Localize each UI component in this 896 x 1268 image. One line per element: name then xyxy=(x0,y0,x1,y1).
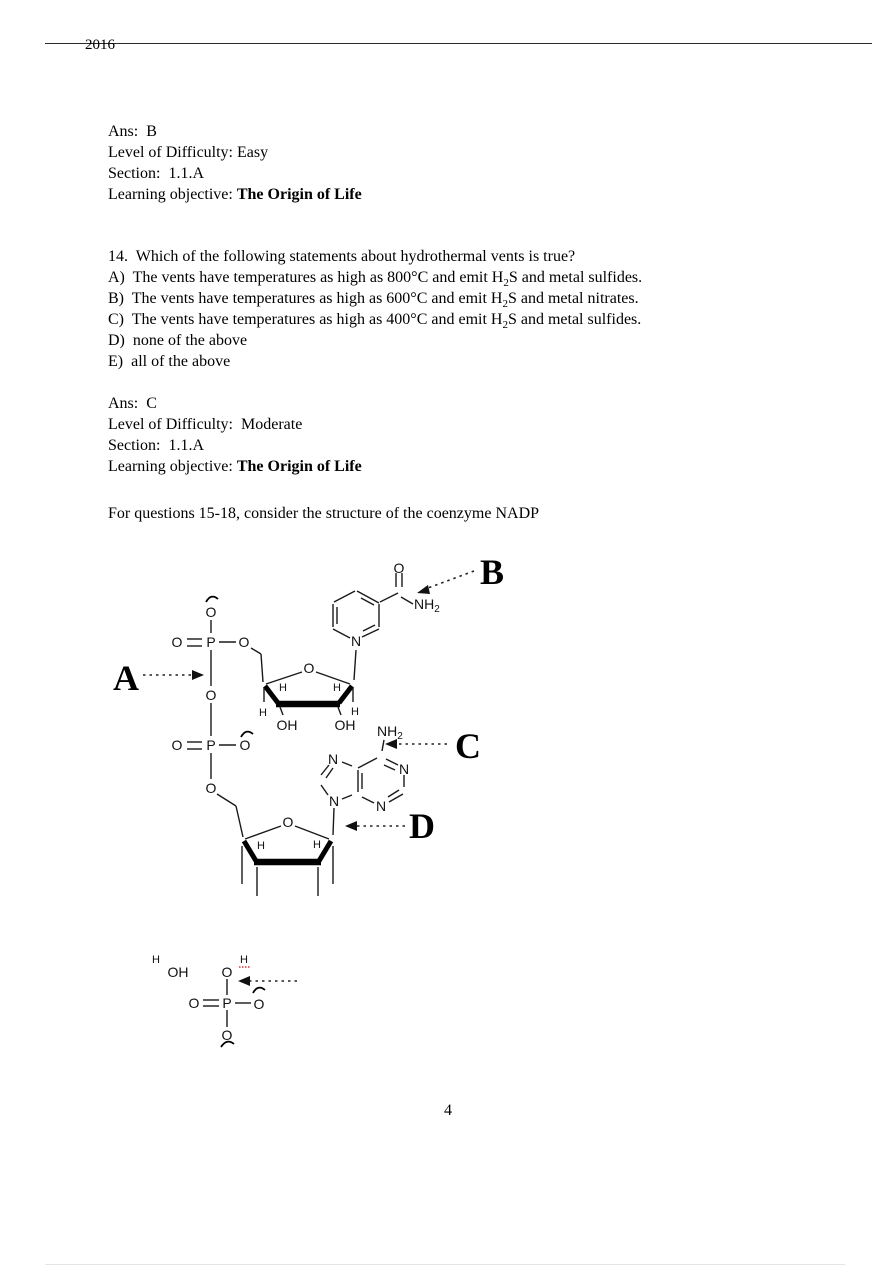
oxygen-label: O xyxy=(205,687,217,703)
learning-objective-label: Learning objective: xyxy=(108,186,237,203)
oxygen-label: O xyxy=(253,996,265,1012)
oxygen-label: O xyxy=(171,634,183,650)
option-d: D) none of the above xyxy=(108,332,248,349)
subscript: 2 xyxy=(502,319,508,332)
hydrogen-label: H xyxy=(351,706,359,718)
amide-nh2-label: $NH_2$ xyxy=(414,596,440,615)
phosphorus-label: P xyxy=(206,737,216,753)
learning-objective-label: Learning objective: xyxy=(108,458,237,475)
ring-oxygen-label: O xyxy=(282,814,294,830)
arrowhead-a xyxy=(192,670,204,680)
nicotinamide-ring-bonds xyxy=(333,573,413,638)
label-b: B xyxy=(479,552,505,592)
answer-block-1 xyxy=(108,121,856,205)
section-text: Section: 1.1.A xyxy=(108,437,204,454)
oxygen-label: O xyxy=(221,1027,233,1043)
page-number: 4 xyxy=(444,1102,452,1119)
question-14 xyxy=(108,246,856,372)
hydrogen-label: H xyxy=(333,682,341,694)
hydroxyl-label: OH xyxy=(334,717,356,733)
oxygen-label: O xyxy=(205,604,217,620)
nitrogen-label: N xyxy=(375,798,387,814)
phosphorus-label: P xyxy=(222,995,232,1011)
label-d: D xyxy=(409,806,435,846)
answer-block-2 xyxy=(108,393,856,477)
hydroxyl-label: OH xyxy=(167,964,189,980)
negative-charge-marks xyxy=(206,597,265,1047)
arrowhead-b xyxy=(417,585,430,594)
arrowhead-d xyxy=(345,821,357,831)
oxygen-label: O xyxy=(188,995,200,1011)
oxygen-label: O xyxy=(393,560,405,576)
callout-b xyxy=(417,552,504,594)
phosphate-backbone-bonds xyxy=(187,620,263,837)
option-c: C) The vents have temperatures as high as 400°C and emit $H_2S$ and metal sulfides. xyxy=(108,311,642,332)
option-e: E) all of the above xyxy=(108,353,231,370)
nitrogen-label: N xyxy=(327,751,339,767)
learning-objective-line xyxy=(108,456,856,477)
header-year: 2016 xyxy=(85,37,115,53)
header-rule xyxy=(45,43,872,44)
ring-oxygen-label: O xyxy=(303,660,315,676)
nitrogen-label: N xyxy=(328,793,340,809)
hydrogen-label: H xyxy=(279,682,287,694)
atom-labels xyxy=(152,560,440,1043)
oxygen-label: O xyxy=(221,964,233,980)
difficulty-text: Level of Difficulty: Easy xyxy=(108,144,269,161)
phosphorus-label: P xyxy=(206,634,216,650)
subscript: 2 xyxy=(503,277,509,290)
nadp-structure-diagram xyxy=(0,545,896,1075)
arrowhead-c xyxy=(385,739,397,749)
subscript: 2 xyxy=(502,298,508,311)
learning-objective-line xyxy=(108,184,856,205)
hydrogen-label: H xyxy=(240,954,248,966)
dotted-arrow-b xyxy=(428,571,474,588)
question-stem: 14. Which of the following statements about hydrothermal vents is true? xyxy=(108,248,576,265)
answer-text: Ans: C xyxy=(108,395,157,412)
section-text: Section: 1.1.A xyxy=(108,165,204,182)
answer-text: Ans: B xyxy=(108,123,157,140)
callout-d xyxy=(345,806,435,846)
hydroxyl-label: OH xyxy=(276,717,298,733)
hydrogen-label: H xyxy=(257,840,265,852)
oxygen-label: O xyxy=(238,634,250,650)
oxygen-label: O xyxy=(239,737,251,753)
option-a: A) The vents have temperatures as high as 800°C and emit $H_2S$ and metal sulfides. xyxy=(108,269,643,290)
hydrogen-label: H xyxy=(313,839,321,851)
ribose-ring-2 xyxy=(242,826,333,896)
learning-objective-value: The Origin of Life xyxy=(236,186,362,203)
adenine-nh2-label: $NH_2$ xyxy=(377,723,403,742)
hydrogen-label: H xyxy=(152,954,160,966)
callout-phosphate-arrow xyxy=(238,976,297,986)
nitrogen-label: N xyxy=(350,633,362,649)
hydrogen-label: H xyxy=(259,707,267,719)
difficulty-text: Level of Difficulty: Moderate xyxy=(108,416,303,433)
oxygen-label: O xyxy=(205,780,217,796)
footer-rule xyxy=(45,1264,845,1265)
label-c: C xyxy=(455,726,481,766)
option-b: B) The vents have temperatures as high as 600°C and emit $H_2S$ and metal nitrates. xyxy=(108,290,639,311)
learning-objective-value: The Origin of Life xyxy=(236,458,362,475)
callout-a xyxy=(113,658,204,698)
label-a: A xyxy=(113,658,139,698)
questions-15-18-intro: For questions 15-18, consider the structure of the coenzyme NADP xyxy=(108,505,540,522)
nitrogen-label: N xyxy=(398,761,410,777)
arrowhead-phosphate xyxy=(238,976,250,986)
oxygen-label: O xyxy=(171,737,183,753)
